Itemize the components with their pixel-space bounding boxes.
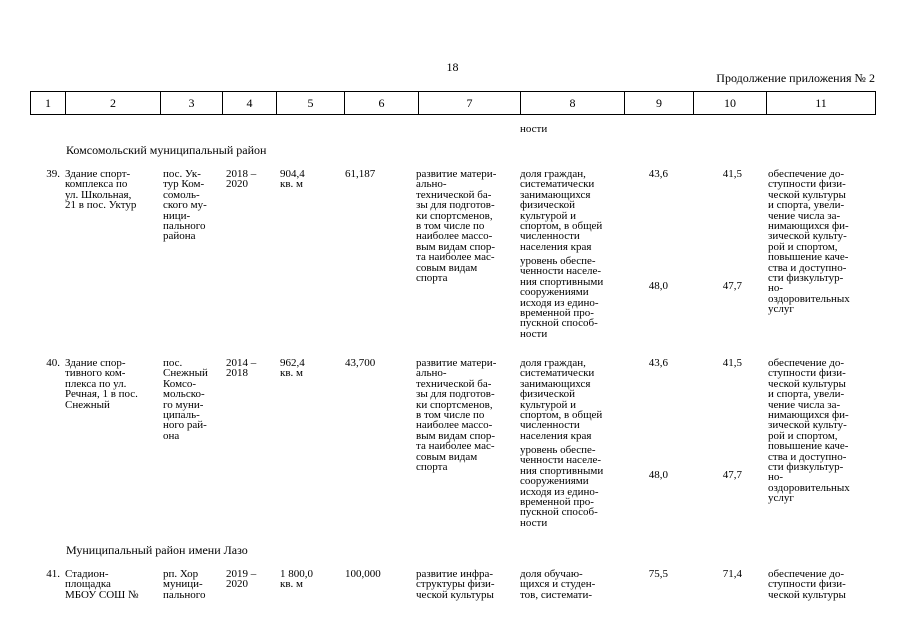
indicator-value-col10: 47,7 [722, 280, 742, 292]
section-title-komsomolsky: Комсомольский муниципальный район [66, 143, 267, 157]
project-goal: развитие инфра- структуры физи- ческой культуры [416, 568, 495, 601]
expected-result: обеспечение до- ступности физи- ческой культуры и спорта, увели- чение числа за- нимающихся фи- зической культу- рой и спортом, повышение каче- ства и доступно- сти физкультур- но- оздоровительных услуг [768, 357, 850, 505]
object-location: рп. Хор муници- пального [163, 568, 206, 601]
page-number: 18 [446, 60, 459, 74]
column-header-table [30, 91, 876, 115]
column-header: 10 [694, 92, 767, 115]
object-location: пос. Ук- тур Ком- сомоль- ского му- ници- пального района [163, 168, 207, 243]
estimated-cost: 100,000 [345, 568, 381, 580]
column-header: 11 [767, 92, 876, 115]
object-capacity: 962,4 кв. м [280, 357, 305, 380]
column-header: 6 [345, 92, 419, 115]
indicator-name: доля обучаю- щихся и студен- тов, системати- [520, 568, 596, 601]
column-header: 7 [419, 92, 521, 115]
object-name: Стадион- площадка МБОУ СОШ № [65, 568, 139, 601]
object-name: Здание спорт- комплекса по ул. Школьная, 21 в пос. Уктур [65, 168, 137, 212]
row-number: 40. [46, 357, 60, 369]
indicator-name: уровень обеспе- ченности населе- ния спортивными сооружениями исходя из едино- временной про- пускной способ- ности [520, 255, 604, 340]
column-header: 8 [521, 92, 625, 115]
project-goal: развитие матери- ально- технической ба- зы для подготов- ки спортсменов, в том числе по наиболее массо- вым видам спор- та наиболее мас- совым видам спорта [416, 168, 497, 285]
object-name: Здание спор- тивного ком- плекса по ул. Речная, 1 в пос. Снежный [65, 357, 138, 411]
object-capacity: 1 800,0 кв. м [280, 568, 313, 591]
construction-years: 2019 – 2020 [226, 568, 257, 591]
indicator-value-col9: 48,0 [648, 469, 668, 481]
indicator-value-col10: 41,5 [722, 357, 742, 369]
indicator-name: доля граждан, систематически занимающихся физической культурой и спортом, в общей численности населения края [520, 357, 603, 442]
column-header: 9 [625, 92, 694, 115]
row-number: 39. [46, 168, 60, 180]
column-header-row [31, 92, 876, 115]
column-header: 5 [277, 92, 345, 115]
column-header: 2 [66, 92, 161, 115]
indicator-value-col9: 75,5 [648, 568, 668, 580]
indicator-value-col9: 48,0 [648, 280, 668, 292]
row-number: 41. [46, 568, 60, 580]
indicator-name: доля граждан, систематически занимающихся физической культурой и спортом, в общей численности населения края [520, 168, 603, 253]
indicator-name: уровень обеспе- ченности населе- ния спортивными сооружениями исходя из едино- временной про- пускной способ- ности [520, 444, 604, 529]
construction-years: 2018 – 2020 [226, 168, 257, 191]
expected-result: обеспечение до- ступности физи- ческой культуры [768, 568, 846, 601]
project-goal: развитие матери- ально- технической ба- зы для подготов- ки спортсменов, в том числе по наиболее массо- вым видам спор- та наиболее мас- совым видам спорта [416, 357, 497, 474]
indicator-value-col9: 43,6 [648, 168, 668, 180]
continuation-note: Продолжение приложения № 2 [716, 71, 875, 85]
construction-years: 2014 – 2018 [226, 357, 257, 380]
estimated-cost: 61,187 [345, 168, 376, 180]
expected-result: обеспечение до- ступности физи- ческой культуры и спорта, увели- чение числа за- нимающихся фи- зической культу- рой и спортом, повышение каче- ства и доступно- сти физкультур- но- оздоровительных услуг [768, 168, 850, 316]
object-capacity: 904,4 кв. м [280, 168, 305, 191]
indicator-value-col10: 47,7 [722, 469, 742, 481]
column-header: 4 [223, 92, 277, 115]
estimated-cost: 43,700 [345, 357, 376, 369]
indicator-value-col9: 43,6 [648, 357, 668, 369]
column-header: 1 [31, 92, 66, 115]
indicator-value-col10: 71,4 [722, 568, 742, 580]
section-title-lazo: Муниципальный район имени Лазо [66, 543, 248, 557]
column-header: 3 [161, 92, 223, 115]
indicator-value-col10: 41,5 [722, 168, 742, 180]
object-location: пос. Снежный Комсо- мольско- го муни- ципаль- ного рай- она [163, 357, 208, 442]
carryover-text: ности [520, 123, 548, 135]
